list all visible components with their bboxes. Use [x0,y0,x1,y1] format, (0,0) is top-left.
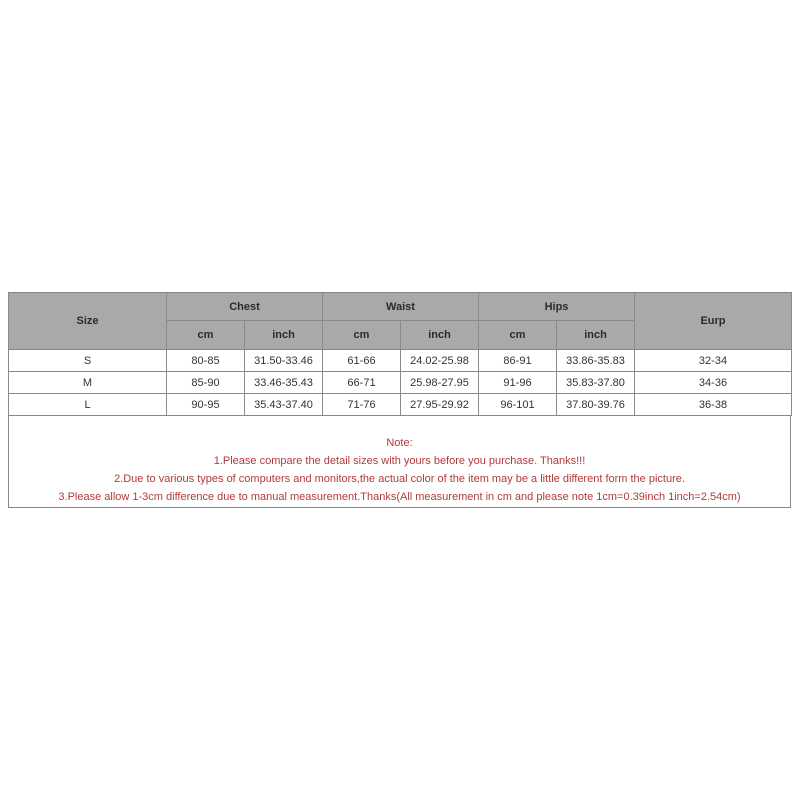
notes-title: Note: [386,437,413,449]
cell-waist-inch: 27.95-29.92 [401,394,479,416]
cell-chest-cm: 90-95 [167,394,245,416]
cell-chest-inch: 35.43-37.40 [245,394,323,416]
header-waist: Waist [323,293,479,321]
cell-size: S [9,350,167,372]
cell-hips-cm: 86-91 [479,350,557,372]
cell-hips-inch: 33.86-35.83 [557,350,635,372]
subheader-chest-cm: cm [167,321,245,350]
notes-panel [8,416,791,508]
cell-chest-cm: 85-90 [167,372,245,394]
note-line-3: 3.Please allow 1-3cm difference due to manual measurement.Thanks(All measurement in cm and please note 1cm=0.39inch 1inch=2.54cm) [58,491,741,503]
cell-waist-inch: 24.02-25.98 [401,350,479,372]
size-table [8,292,792,416]
note-line-1: 1.Please compare the detail sizes with yours before you purchase. Thanks!!! [213,455,586,467]
note-line-2: 2.Due to various types of computers and monitors,the actual color of the item may be a little different form the picture. [114,473,685,485]
subheader-waist-inch: inch [401,321,479,350]
cell-hips-cm: 96-101 [479,394,557,416]
cell-chest-inch: 31.50-33.46 [245,350,323,372]
table-row [9,372,792,394]
subheader-hips-inch: inch [557,321,635,350]
cell-eurp: 34-36 [635,372,792,394]
header-hips: Hips [479,293,635,321]
cell-eurp: 36-38 [635,394,792,416]
cell-waist-cm: 66-71 [323,372,401,394]
cell-waist-cm: 61-66 [323,350,401,372]
cell-hips-inch: 37.80-39.76 [557,394,635,416]
cell-size: M [9,372,167,394]
subheader-hips-cm: cm [479,321,557,350]
header-eurp: Eurp [635,293,792,350]
subheader-waist-cm: cm [323,321,401,350]
cell-waist-inch: 25.98-27.95 [401,372,479,394]
table-row [9,350,792,372]
cell-waist-cm: 71-76 [323,394,401,416]
header-row [9,293,792,321]
cell-eurp: 32-34 [635,350,792,372]
cell-hips-inch: 35.83-37.80 [557,372,635,394]
header-chest: Chest [167,293,323,321]
subheader-chest-inch: inch [245,321,323,350]
header-size: Size [9,293,167,350]
cell-chest-inch: 33.46-35.43 [245,372,323,394]
table-row [9,394,792,416]
cell-chest-cm: 80-85 [167,350,245,372]
size-chart [8,292,791,508]
cell-hips-cm: 91-96 [479,372,557,394]
cell-size: L [9,394,167,416]
